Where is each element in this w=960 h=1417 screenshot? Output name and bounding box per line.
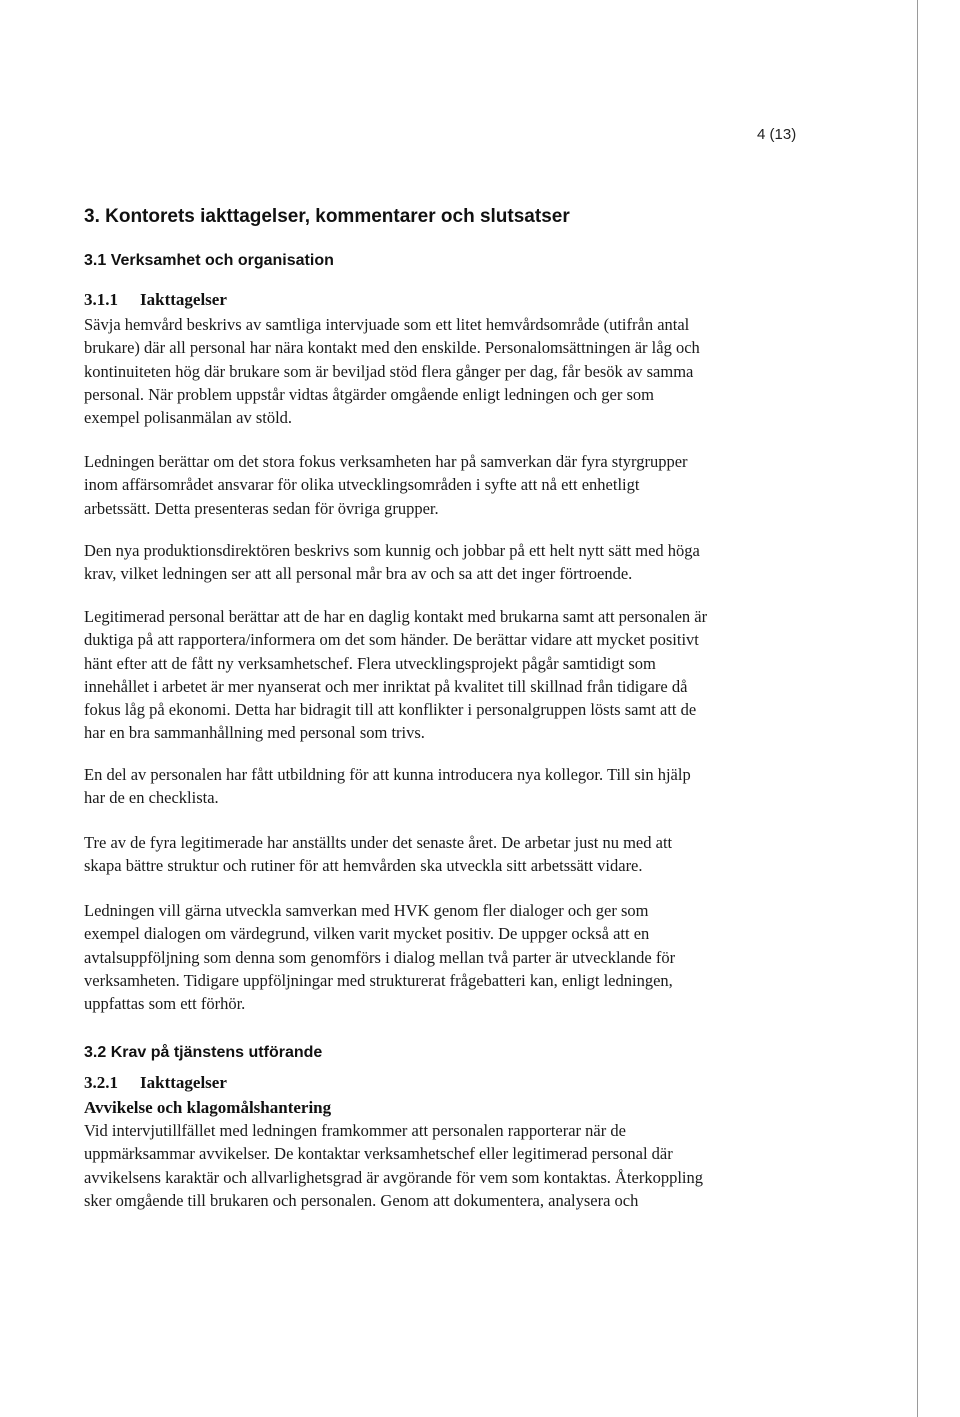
text-line: exempel dialogen om värdegrund, vilken varit mycket positiv. De uppger också att en bbox=[84, 924, 650, 944]
section-3-2-1-heading bbox=[84, 1073, 227, 1093]
text-line: personal. När problem uppstår vidtas åtgärder omgående enligt ledningen och ger som bbox=[84, 384, 654, 404]
paragraph-8 bbox=[84, 1119, 824, 1212]
deviation-subheading: Avvikelse och klagomålshantering bbox=[84, 1098, 332, 1117]
paragraph-6 bbox=[84, 831, 824, 878]
text-line: innehållet i arbetet är mer nyanserat och mer inriktat på kvalitet till skillnad från tidigare då bbox=[84, 676, 688, 696]
paragraph-3 bbox=[84, 539, 824, 586]
section-3-1-1-heading bbox=[84, 290, 227, 310]
text-line: arbetssätt. Detta presenteras sedan för övriga grupper. bbox=[84, 498, 439, 518]
text-line: brukare) där all personal har nära kontakt med den enskilde. Personalomsättningen är låg och bbox=[84, 338, 700, 358]
paragraph-5 bbox=[84, 763, 824, 810]
text-line: krav, vilket ledningen ser att all personal mår bra av och sa att det inger förtroende. bbox=[84, 564, 633, 584]
paragraph-1 bbox=[84, 313, 824, 429]
page-number: 4 (13) bbox=[757, 126, 797, 143]
text-line: kontinuiteten hög där brukare som är beviljad stöd flera gånger per dag, får besök av samma bbox=[84, 361, 694, 381]
text-line: Den nya produktionsdirektören beskrivs som kunnig och jobbar på ett helt nytt sätt med höga bbox=[84, 541, 700, 560]
paragraph-7 bbox=[84, 899, 824, 1015]
text-line: skapa bättre struktur och rutiner för att hemvården ska utveckla sitt arbetssätt vidare. bbox=[84, 856, 643, 876]
section-3-1-1-number: 3.1.1 bbox=[84, 290, 118, 309]
text-line: verksamheten. Tidigare uppföljningar med strukturerat frågebatteri kan, enligt ledningen, bbox=[84, 970, 673, 990]
section-3-2-heading: 3.2 Krav på tjänstens utförande bbox=[84, 1044, 323, 1061]
margin-rule bbox=[917, 0, 918, 1417]
paragraph-2 bbox=[84, 450, 824, 520]
text-line: En del av personalen har fått utbildning för att kunna introducera nya kollegor. Till sin hjälp bbox=[84, 765, 691, 784]
text-line: inom affärsområdet ansvarar för olika utvecklingsområden i syfte att nå ett enhetligt bbox=[84, 475, 640, 495]
text-line: avtalsuppföljning som denna som genomförs i dialog mellan två parter är utvecklande för bbox=[84, 947, 676, 967]
text-line: Sävja hemvård beskrivs av samtliga intervjuade som ett litet hemvårdsområde (utifrån antal bbox=[84, 315, 690, 334]
text-line: Vid intervjutillfället med ledningen framkommer att personalen rapporterar när de bbox=[84, 1121, 626, 1140]
text-line: uppfattas som ett förhör. bbox=[84, 994, 246, 1014]
text-line: avvikelsens karaktär och allvarlighetsgrad är avgörande för vem som kontaktas. Återkoppling bbox=[84, 1167, 704, 1187]
section-3-1-1-label: Iakttagelser bbox=[140, 290, 227, 309]
text-line: Tre av de fyra legitimerade har anställts under det senaste året. De arbetar just nu med att bbox=[84, 833, 673, 852]
text-line: uppmärksammar avvikelser. De kontaktar verksamhetschef eller legitimerad personal där bbox=[84, 1144, 673, 1164]
section-3-2-1-number: 3.2.1 bbox=[84, 1073, 118, 1092]
paragraph-4 bbox=[84, 605, 824, 745]
text-line: fokus låg på ekonomi. Detta har bidragit till att konflikter i personalgruppen lösts samt att de bbox=[84, 700, 697, 720]
text-line: har en bra sammanhållning med personal som trivs. bbox=[84, 723, 425, 743]
section-3-2-1-label: Iakttagelser bbox=[140, 1073, 227, 1092]
text-line: Ledningen vill gärna utveckla samverkan med HVK genom fler dialoger och ger som bbox=[84, 901, 649, 920]
text-line: Ledningen berättar om det stora fokus verksamheten har på samverkan där fyra styrgrupper bbox=[84, 452, 688, 471]
section-3-1-heading: 3.1 Verksamhet och organisation bbox=[84, 252, 334, 269]
text-line: hänt efter att de fått ny verksamhetschef. Flera utvecklingsprojekt pågår samtidigt som bbox=[84, 653, 656, 673]
text-line: Legitimerad personal berättar att de har en daglig kontakt med brukarna samt att personalen är bbox=[84, 607, 708, 626]
text-line: sker omgående till brukaren och personalen. Genom att dokumentera, analysera och bbox=[84, 1190, 639, 1210]
text-line: har de en checklista. bbox=[84, 788, 219, 808]
section-3-heading: 3. Kontorets iakttagelser, kommentarer och slutsatser bbox=[84, 206, 570, 227]
text-line: duktiga på att rapportera/informera om det som händer. De berättar vidare att mycket positivt bbox=[84, 630, 699, 650]
text-line: exempel polisanmälan av stöld. bbox=[84, 408, 293, 428]
